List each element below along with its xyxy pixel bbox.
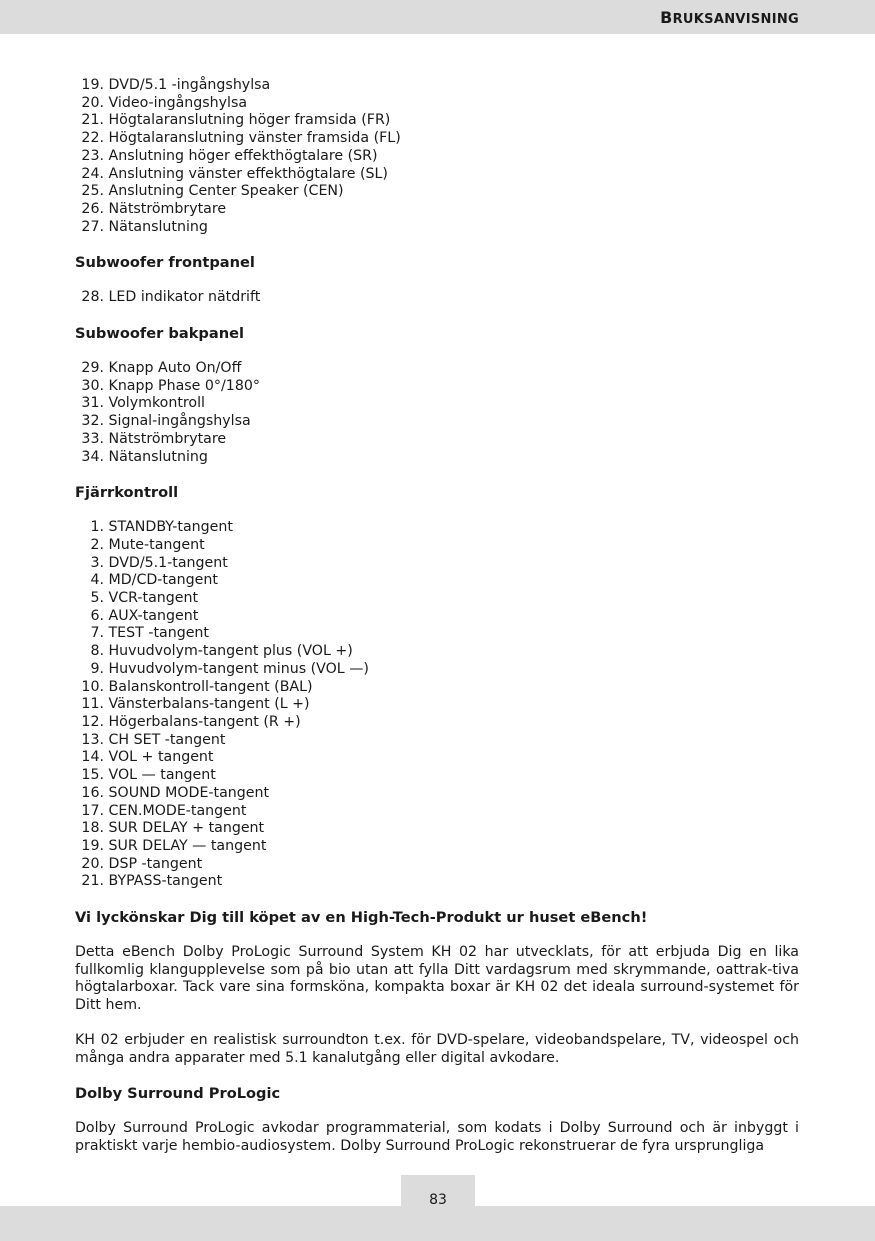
item-number: 17. bbox=[81, 802, 104, 819]
item-text: BYPASS-tangent bbox=[108, 873, 223, 890]
item-text: Signal-ingångshylsa bbox=[108, 413, 251, 430]
item-number: 24. bbox=[81, 165, 104, 182]
item-text: Högtalaranslutning vänster framsida (FL) bbox=[108, 130, 401, 147]
item-number: 19. bbox=[81, 77, 104, 93]
item-text: SUR DELAY — tangent bbox=[108, 837, 267, 854]
list-item bbox=[75, 572, 799, 590]
item-text: Högtalaranslutning höger framsida (FR) bbox=[108, 112, 391, 129]
item-text: Anslutning Center Speaker (CEN) bbox=[108, 183, 344, 200]
item-number: 25. bbox=[81, 183, 104, 200]
intro-paragraph: Detta eBench Dolby ProLogic Surround System KH 02 har utvecklats, för att erbjuda Dig en lika fullkomlig klangupplevelse som på bio utan att fylla Ditt vardagsrum med skrymmande, oattrak-tiva högtalarboxar. Tack vare sina formsköna, kompakta boxar är KH 02 det ideala surround-systemet för Ditt hem. bbox=[75, 944, 799, 1014]
list-item bbox=[75, 431, 799, 449]
dolby-heading: Dolby Surround ProLogic bbox=[75, 1085, 281, 1103]
item-number: 11. bbox=[81, 696, 104, 713]
item-number: 34. bbox=[81, 448, 104, 465]
item-number: 1. bbox=[90, 519, 104, 536]
list-item bbox=[75, 360, 799, 378]
list-item bbox=[75, 112, 799, 130]
item-number: 14. bbox=[81, 749, 104, 766]
item-text: DSP -tangent bbox=[108, 855, 203, 872]
list-item bbox=[75, 95, 799, 113]
congrats-heading: Vi lyckönskar Dig till köpet av en High-Tech-Produkt ur huset eBench! bbox=[75, 909, 648, 927]
list-item bbox=[75, 219, 799, 237]
list-item bbox=[75, 767, 799, 785]
list-item bbox=[75, 449, 799, 467]
list-item bbox=[75, 395, 799, 413]
item-number: 32. bbox=[81, 413, 104, 430]
list-item bbox=[75, 785, 799, 803]
item-number: 33. bbox=[81, 430, 104, 447]
item-number: 4. bbox=[90, 572, 104, 589]
remote-list bbox=[75, 519, 799, 891]
item-number: 27. bbox=[81, 218, 104, 235]
item-number: 26. bbox=[81, 200, 104, 217]
item-text: Nätströmbrytare bbox=[108, 430, 227, 447]
item-number: 16. bbox=[81, 784, 104, 801]
list-item bbox=[75, 643, 799, 661]
item-text: Anslutning vänster effekthögtalare (SL) bbox=[108, 165, 388, 182]
list-item bbox=[75, 537, 799, 555]
list-item bbox=[75, 130, 799, 148]
item-number: 18. bbox=[81, 820, 104, 837]
subwoofer-back-list bbox=[75, 360, 799, 466]
list-item bbox=[75, 838, 799, 856]
item-number: 5. bbox=[90, 590, 104, 607]
list-item bbox=[75, 803, 799, 821]
item-number: 7. bbox=[90, 625, 104, 642]
item-number: 20. bbox=[81, 855, 104, 872]
item-text: CH SET -tangent bbox=[108, 731, 226, 748]
list-item bbox=[75, 608, 799, 626]
header-title-rest: RUKSANVISNING bbox=[672, 12, 799, 27]
item-number: 21. bbox=[81, 873, 104, 890]
remote-heading: Fjärrkontroll bbox=[75, 484, 179, 502]
item-number: 3. bbox=[90, 554, 104, 571]
list-item bbox=[75, 183, 799, 201]
item-text: Huvudvolym-tangent minus (VOL —) bbox=[108, 660, 369, 677]
item-text: VOL + tangent bbox=[108, 749, 214, 766]
dolby-paragraph: Dolby Surround ProLogic avkodar programmaterial, som kodats i Dolby Surround och är inbyggt i praktiskt varje hembio-audiosystem. Dolby Surround ProLogic rekonstruerar de fyra ursprungliga bbox=[75, 1120, 799, 1154]
item-number: 23. bbox=[81, 147, 104, 164]
item-number: 8. bbox=[90, 643, 104, 660]
item-number: 15. bbox=[81, 767, 104, 784]
page-number: 83 bbox=[429, 1192, 447, 1208]
list-item bbox=[75, 555, 799, 573]
item-text: Knapp Auto On/Off bbox=[108, 360, 242, 377]
item-text: Högerbalans-tangent (R +) bbox=[108, 713, 301, 730]
item-number: 2. bbox=[90, 536, 104, 553]
item-text: Knapp Phase 0°/180° bbox=[108, 377, 260, 394]
subwoofer-front-heading: Subwoofer frontpanel bbox=[75, 254, 255, 272]
list-item bbox=[75, 519, 799, 537]
item-text: AUX-tangent bbox=[108, 607, 199, 624]
list-item bbox=[75, 625, 799, 643]
list-item bbox=[75, 661, 799, 679]
item-number: 29. bbox=[81, 360, 104, 377]
list-item bbox=[75, 873, 799, 891]
list-item bbox=[75, 413, 799, 431]
item-text: Video-ingångshylsa bbox=[108, 94, 248, 111]
item-text: DVD/5.1-tangent bbox=[108, 554, 228, 571]
header-title-initial: B bbox=[660, 8, 673, 27]
item-text: Mute-tangent bbox=[108, 536, 205, 553]
features-paragraph: KH 02 erbjuder en realistisk surroundton t.ex. för DVD-spelare, videobandspelare, TV, videospel och många andra apparater med 5.1 kanalutgång eller digital avkodare. bbox=[75, 1031, 799, 1066]
item-number: 31. bbox=[81, 395, 104, 412]
list-item bbox=[75, 732, 799, 750]
item-text: DVD/5.1 -ingångshylsa bbox=[108, 77, 271, 93]
item-text: Huvudvolym-tangent plus (VOL +) bbox=[108, 643, 353, 660]
list-item bbox=[75, 856, 799, 874]
item-text: Nätanslutning bbox=[108, 218, 208, 235]
list-item bbox=[75, 378, 799, 396]
subwoofer-back-heading: Subwoofer bakpanel bbox=[75, 325, 244, 343]
item-number: 9. bbox=[90, 660, 104, 677]
list-item bbox=[75, 679, 799, 697]
list-item bbox=[75, 148, 799, 166]
item-text: Nätströmbrytare bbox=[108, 200, 227, 217]
item-text: Anslutning höger effekthögtalare (SR) bbox=[108, 147, 378, 164]
speaker-connections-list bbox=[75, 77, 799, 236]
list-item bbox=[75, 714, 799, 732]
item-number: 30. bbox=[81, 377, 104, 394]
item-text: MD/CD-tangent bbox=[108, 572, 218, 589]
subwoofer-front-list bbox=[75, 289, 799, 307]
item-text: VCR-tangent bbox=[108, 590, 199, 607]
item-number: 12. bbox=[81, 713, 104, 730]
item-text: Balanskontroll-tangent (BAL) bbox=[108, 678, 313, 695]
item-text: Nätanslutning bbox=[108, 448, 208, 465]
item-text: SOUND MODE-tangent bbox=[108, 784, 270, 801]
list-item bbox=[75, 749, 799, 767]
item-number: 28. bbox=[81, 289, 104, 306]
page-number-tab bbox=[401, 1175, 475, 1241]
item-number: 6. bbox=[90, 607, 104, 624]
list-item bbox=[75, 201, 799, 219]
item-text: TEST -tangent bbox=[108, 625, 209, 642]
list-item bbox=[75, 77, 799, 95]
item-number: 22. bbox=[81, 130, 104, 147]
list-item bbox=[75, 166, 799, 184]
item-text: CEN.MODE-tangent bbox=[108, 802, 247, 819]
item-number: 21. bbox=[81, 112, 104, 129]
item-text: Vänsterbalans-tangent (L +) bbox=[108, 696, 310, 713]
list-item bbox=[75, 696, 799, 714]
item-number: 20. bbox=[81, 94, 104, 111]
item-text: Volymkontroll bbox=[108, 395, 205, 412]
list-item bbox=[75, 289, 799, 307]
item-number: 13. bbox=[81, 731, 104, 748]
item-text: SUR DELAY + tangent bbox=[108, 820, 265, 837]
page-content bbox=[75, 77, 799, 1156]
header-title bbox=[660, 8, 799, 27]
item-text: VOL — tangent bbox=[108, 767, 216, 784]
item-text: LED indikator nätdrift bbox=[108, 289, 261, 306]
item-number: 19. bbox=[81, 837, 104, 854]
item-text: STANDBY-tangent bbox=[108, 519, 233, 536]
list-item bbox=[75, 590, 799, 608]
item-number: 10. bbox=[81, 678, 104, 695]
list-item bbox=[75, 820, 799, 838]
